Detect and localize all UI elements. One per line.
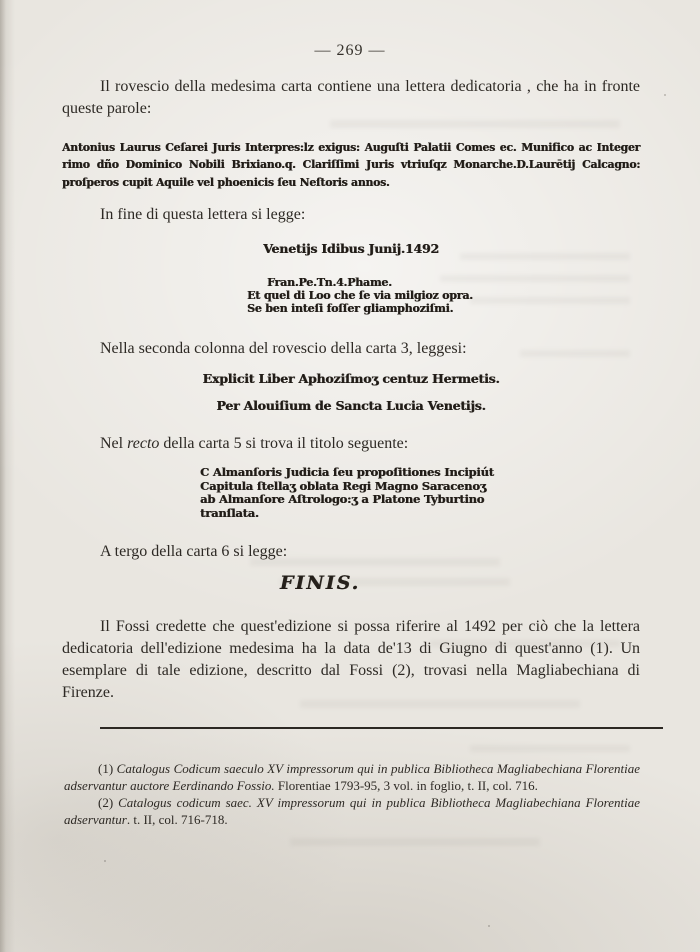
gothic-dedication-line: Antonius Laurus Ceſarei Juris Interpres:lz exigus: Auguſti Palatii Comes ec. Munifico ac Integer (62, 141, 640, 154)
page-number: — 269 — (314, 42, 386, 59)
gothic-title-line: ab Almanſore Aſtrologo:ʒ a Platone Tyburtino (200, 492, 485, 507)
footnote-2 (64, 794, 640, 828)
bleed-through-artifact (520, 350, 630, 357)
footnote-1-title: Catalogus Codicum saeculo XV impressorum qui in publica Bibliotheca Magliabechiana Florentiae adservantur auctore Eerdinando Fossio. (64, 761, 640, 793)
bleed-through-artifact (430, 640, 620, 647)
recto-text-pre: Nel (100, 435, 128, 452)
tergo-paragraph: A tergo della carta 6 si legge: (100, 543, 288, 560)
bleed-through-artifact (280, 578, 510, 586)
footnote-2-title: Catalogus codicum saec. XV impressorum qui in publica Bibliotheca Magliabechiana Florentiae adservantur (64, 795, 640, 827)
footnote-1 (64, 760, 640, 794)
dust-speck (664, 94, 666, 96)
finis-line: FINIS. (279, 572, 361, 594)
bleed-through-artifact (440, 275, 630, 282)
bleed-through-artifact (460, 253, 630, 260)
dust-speck (488, 925, 490, 927)
footnote-1-marker: (1) (98, 761, 117, 776)
infine-paragraph: In fine di questa lettera si legge: (100, 206, 306, 223)
bleed-through-artifact (300, 700, 580, 708)
fossi-paragraph: Il Fossi credette che quest'edizione si possa riferire al 1492 per ciò che la lettera dedicatoria dell'edizione medesima ha la data de'13 di Giugno di quest'anno (1). Un esemplare di tale edizione, descritto dal Fossi (2), trovasi nella Magliabechiana di Firenze. (62, 618, 640, 701)
footnotes-block (64, 760, 640, 828)
colophon-verse-line: Se ben inteſi foſſer gliamphoziſmi. (247, 302, 454, 315)
bleed-through-artifact (470, 297, 630, 304)
gothic-title-line: C Almanſoris Judicia ſeu propoſitiones Incipiút (200, 465, 494, 479)
explicit-line: Explicit Liber Aphoziſmoʒ centuz Hermetis. (202, 371, 500, 386)
recto-paragraph (62, 433, 640, 455)
recto-text-post: della carta 5 si trova il titolo seguente: (159, 435, 409, 452)
gothic-dedication-line: rimo dño Dominico Nobili Brixiano.q. Clariſſimi Juris vtriuſqz Monarche.D.Laurētij Calcagno: (62, 158, 640, 172)
gothic-title-block (200, 466, 494, 521)
seconda-paragraph: Nella seconda colonna del rovescio della carta 3, leggesi: (100, 340, 467, 357)
printer-line: Per Alouiſium de Sancta Lucia Venetijs. (216, 398, 486, 413)
recto-word-italic: recto (127, 435, 160, 452)
bleed-through-artifact (250, 558, 500, 566)
colophon-verse-block (247, 276, 473, 315)
bleed-through-artifact (290, 838, 540, 846)
footnote-rule (100, 727, 663, 729)
gothic-title-line: tranſlata. (200, 506, 259, 521)
intro-paragraph: Il rovescio della medesima carta contiene una lettera dedicatoria , che ha in fronte queste parole: (62, 78, 640, 117)
footnote-1-rest: Florentiae 1793-95, 3 vol. in foglio, t. II, col. 716. (274, 778, 538, 793)
bleed-through-artifact (470, 745, 630, 752)
bleed-through-artifact (330, 120, 620, 128)
colophon-verse-line: Et quel di Loo che ſe via milgioz opra. (247, 289, 473, 302)
gothic-title-line: Capitula ſtellaʒ oblata Regi Magno Saracenoʒ (200, 478, 486, 493)
footnote-2-marker: (2) (98, 795, 119, 810)
footnote-2-rest: . t. II, col. 716-718. (126, 812, 228, 827)
dust-speck (104, 860, 106, 862)
gothic-dedication-block (62, 139, 640, 191)
gothic-dedication-line: proſperos cupit Aquile vel phoenicis ſeu Neſtoris annos. (62, 175, 390, 189)
colophon-verse-line: Fran.Pe.Tn.4.Phame. (267, 276, 392, 289)
colophon-date-line: Venetijs Idibus Junij.1492 (263, 241, 439, 256)
